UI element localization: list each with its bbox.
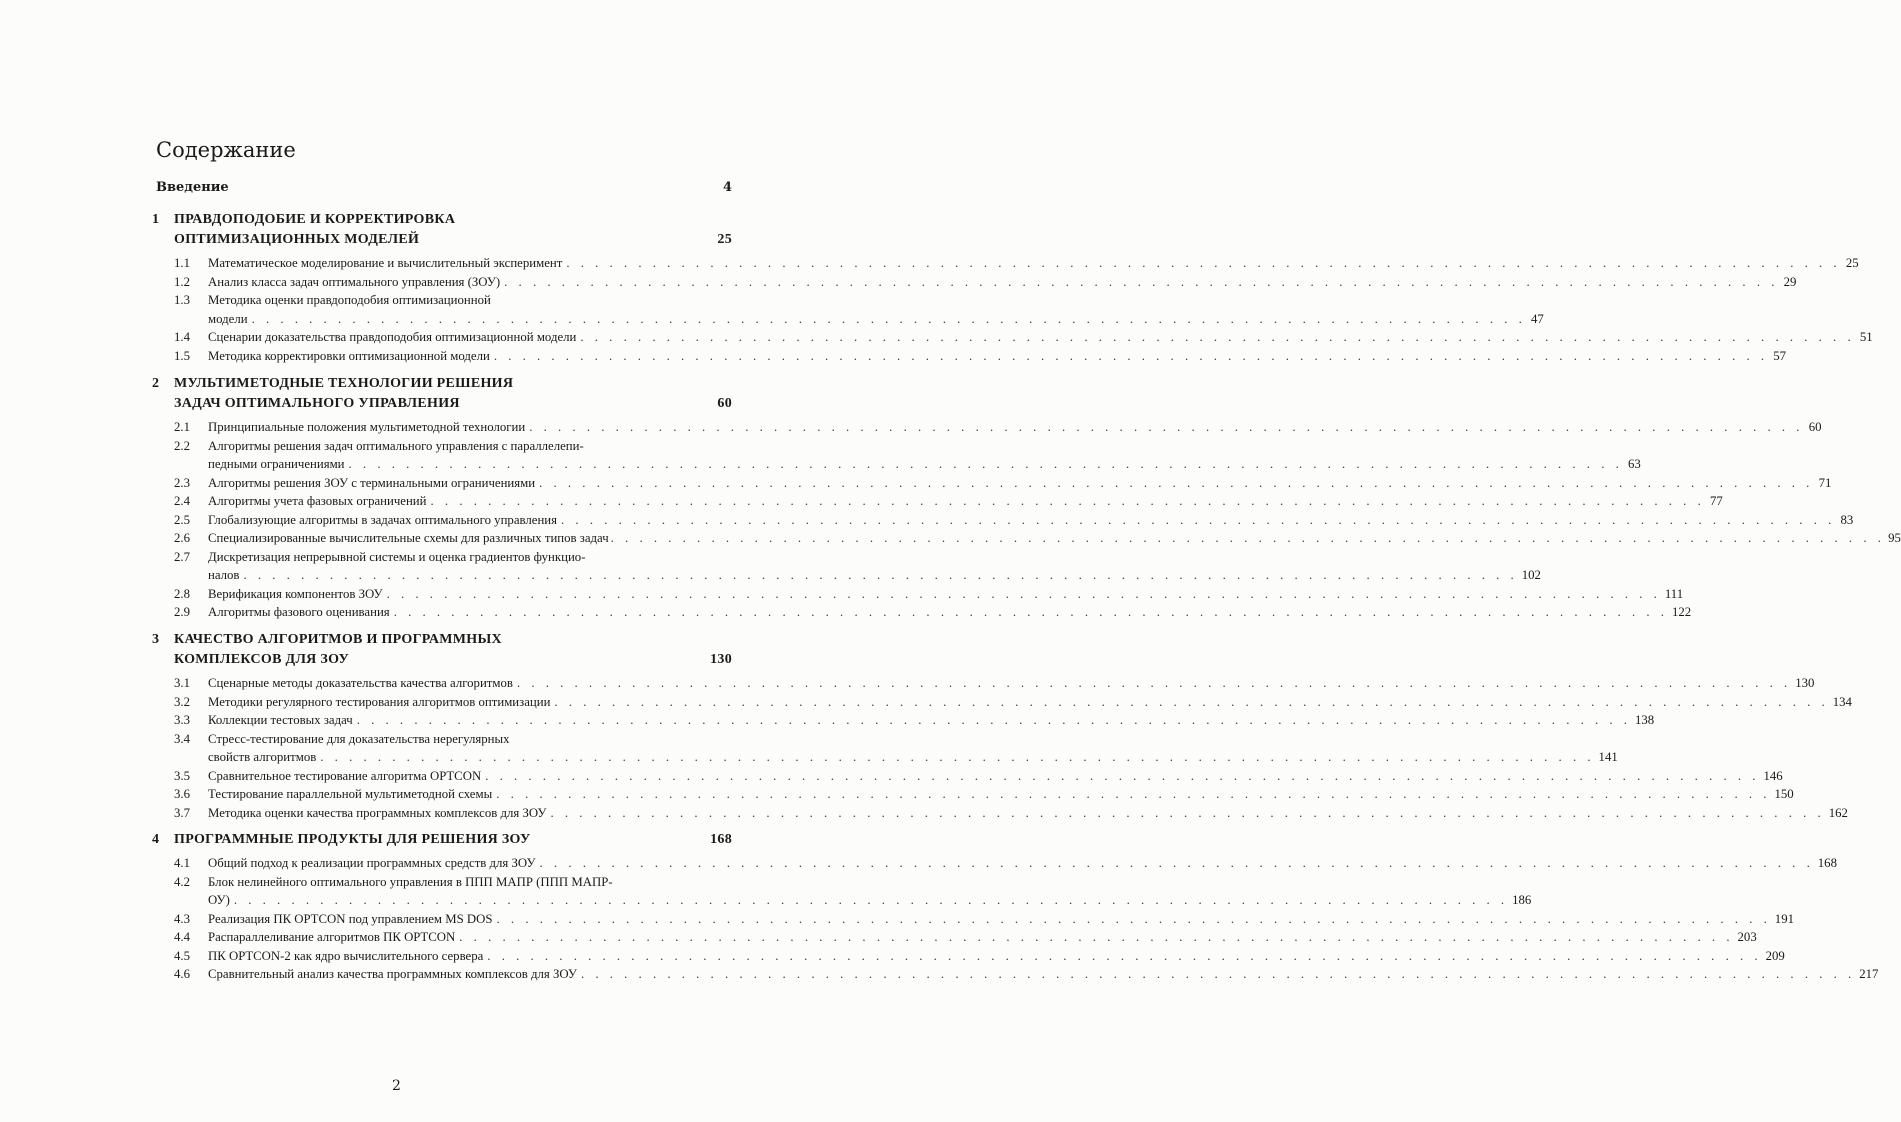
chapter-title-line2: ОПТИМИЗАЦИОННЫХ МОДЕЛЕЙ xyxy=(174,232,420,247)
chapter-heading xyxy=(150,630,732,670)
section-title: Блок нелинейного оптимального управления в ППП МАПР (ППП МАПР- xyxy=(208,874,613,889)
section-page: 57 xyxy=(1773,348,1787,363)
section-number: 4.6 xyxy=(174,967,190,981)
chapter-heading xyxy=(150,210,732,250)
toc-section xyxy=(150,511,1854,530)
toc-section xyxy=(150,854,1837,873)
section-number: 1.4 xyxy=(174,330,190,344)
chapter-page: 130 xyxy=(710,652,732,667)
page-title: Содержание xyxy=(156,138,296,162)
section-page: 217 xyxy=(1859,967,1879,981)
toc-section xyxy=(150,603,1692,622)
chapter-page: 60 xyxy=(717,396,732,411)
section-page: 203 xyxy=(1737,930,1757,944)
chapter-page: 168 xyxy=(710,832,732,847)
section-number: 3.6 xyxy=(174,787,190,801)
toc-section xyxy=(150,910,1794,929)
chapter-page: 25 xyxy=(717,232,732,247)
chapter-2 xyxy=(150,374,1901,622)
section-title: Глобализующие алгоритмы в задачах оптимального управления xyxy=(208,512,558,527)
section-number: 4.5 xyxy=(174,948,190,963)
section-number: 4.2 xyxy=(174,874,190,889)
section-number: 3.4 xyxy=(174,731,190,746)
section-title: Сравнительное тестирование алгоритма OPTCON xyxy=(208,768,482,783)
section-title: Сравнительный анализ качества программных комплексов для ЗОУ xyxy=(208,967,577,981)
intro-page: 4 xyxy=(722,180,732,195)
chapter-title xyxy=(174,830,688,850)
section-number: 2.7 xyxy=(174,549,190,564)
chapter-title-line2: КОМПЛЕКСОВ ДЛЯ ЗОУ xyxy=(174,652,350,667)
section-page: 77 xyxy=(1709,494,1723,508)
section-number: 2.8 xyxy=(174,586,190,601)
section-number: 2.3 xyxy=(174,475,190,490)
toc-section xyxy=(150,928,1757,947)
section-page: 168 xyxy=(1817,856,1837,870)
toc-section xyxy=(150,474,1832,493)
section-list xyxy=(150,418,1901,622)
section-list xyxy=(150,254,1873,365)
toc-section xyxy=(150,291,1544,328)
section-title: Сценарные методы доказательства качества алгоритмов xyxy=(208,676,513,690)
section-title: Алгоритмы учета фазовых ограничений xyxy=(208,494,427,508)
section-title: Специализированные вычислительные схемы для различных типов задач xyxy=(208,531,609,545)
section-title: Принципиальные положения мультиметодной технологии xyxy=(208,420,526,434)
section-page: 25 xyxy=(1845,256,1859,270)
section-page: 191 xyxy=(1774,911,1794,926)
section-title: Математическое моделирование и вычислительный эксперимент xyxy=(208,256,563,270)
chapter-title xyxy=(174,374,688,414)
section-page: 29 xyxy=(1783,274,1797,289)
section-list xyxy=(150,674,1852,822)
chapter-title-line1: ПРОГРАММНЫЕ ПРОДУКТЫ ДЛЯ РЕШЕНИЯ ЗОУ xyxy=(174,832,531,847)
section-page: 162 xyxy=(1828,805,1848,820)
section-title: Методика оценки правдоподобия оптимизационной xyxy=(208,293,491,307)
section-page: 122 xyxy=(1671,605,1692,619)
chapter-number: 1 xyxy=(152,212,160,227)
section-number: 4.1 xyxy=(174,856,190,870)
section-number: 3.3 xyxy=(174,713,190,727)
section-title-continued: ОУ) xyxy=(208,893,230,907)
section-title: ПК OPTCON-2 как ядро вычислительного сервера xyxy=(208,948,484,963)
section-page: 138 xyxy=(1635,713,1655,727)
chapter-3 xyxy=(150,630,1852,822)
chapter-1 xyxy=(150,210,1873,365)
section-number: 2.6 xyxy=(174,531,190,545)
toc-section xyxy=(150,767,1783,786)
toc-section xyxy=(150,529,1901,548)
section-page: 60 xyxy=(1808,420,1822,434)
page-number: 2 xyxy=(392,1078,401,1094)
toc-section xyxy=(150,548,1541,585)
section-number: 4.3 xyxy=(174,911,190,926)
toc-section xyxy=(150,873,1532,910)
toc-section xyxy=(150,711,1655,730)
section-title: Общий подход к реализации программных средств для ЗОУ xyxy=(208,856,536,870)
section-title: Реализация ПК OPTCON под управлением MS DOS xyxy=(208,911,493,926)
section-page: 150 xyxy=(1774,787,1794,801)
chapter-4 xyxy=(150,830,1879,984)
section-number: 3.1 xyxy=(174,676,190,690)
section-title: Алгоритмы решения ЗОУ с терминальными ограничениями xyxy=(208,475,536,490)
section-title: Анализ класса задач оптимального управления (ЗОУ) xyxy=(208,274,501,289)
section-number: 2.2 xyxy=(174,438,190,453)
section-title-continued: налов xyxy=(208,568,240,582)
section-page: 130 xyxy=(1795,676,1815,690)
toc-section xyxy=(150,947,1785,966)
toc-section xyxy=(150,273,1797,292)
chapter-heading xyxy=(150,830,732,850)
chapter-title-line1: МУЛЬТИМЕТОДНЫЕ ТЕХНОЛОГИИ РЕШЕНИЯ xyxy=(174,376,514,391)
section-page: 51 xyxy=(1859,330,1873,344)
section-number: 3.7 xyxy=(174,805,190,820)
section-title: Коллекции тестовых задач xyxy=(208,713,353,727)
toc-section xyxy=(150,674,1815,693)
section-page: 102 xyxy=(1521,568,1541,582)
chapter-number: 4 xyxy=(152,832,160,847)
intro-label: Введение xyxy=(156,180,229,195)
section-title: Дискретизация непрерывной системы и оценка градиентов функцио- xyxy=(208,549,586,564)
toc-section xyxy=(150,585,1684,604)
section-page: 134 xyxy=(1832,694,1852,709)
section-title: Распараллеливание алгоритмов ПК OPTCON xyxy=(208,930,456,944)
chapter-title xyxy=(174,630,688,670)
section-title: Алгоритмы решения задач оптимального управления с параллелепи- xyxy=(208,438,584,453)
section-title: Методика корректировки оптимизационной модели xyxy=(208,348,490,363)
section-number: 1.3 xyxy=(174,293,190,307)
section-page: 47 xyxy=(1531,311,1544,326)
toc-intro-entry xyxy=(156,180,732,195)
section-number: 1.1 xyxy=(174,256,190,270)
toc-section xyxy=(150,347,1787,366)
section-number: 1.5 xyxy=(174,348,190,363)
toc-section xyxy=(150,254,1859,273)
section-title: Методики регулярного тестирования алгоритмов оптимизации xyxy=(208,694,551,709)
chapter-title-line1: ПРАВДОПОДОБИЕ И КОРРЕКТИРОВКА xyxy=(174,212,456,227)
section-number: 2.4 xyxy=(174,494,190,508)
section-number: 2.9 xyxy=(174,605,190,619)
chapter-heading xyxy=(150,374,732,414)
section-list xyxy=(150,854,1879,984)
section-title: Стресс-тестирование для доказательства нерегулярных xyxy=(208,731,510,746)
section-number: 3.5 xyxy=(174,768,190,783)
section-page: 141 xyxy=(1598,750,1618,764)
toc-section xyxy=(150,437,1641,474)
section-page: 146 xyxy=(1763,768,1783,783)
section-page: 83 xyxy=(1840,512,1854,527)
section-title-continued: педными ограничениями xyxy=(208,457,345,471)
section-number: 3.2 xyxy=(174,694,190,709)
toc-section xyxy=(150,730,1618,767)
section-title-continued: модели xyxy=(208,311,248,326)
section-title-continued: свойств алгоритмов xyxy=(208,750,317,764)
section-number: 2.1 xyxy=(174,420,190,434)
section-page: 63 xyxy=(1628,457,1641,471)
section-number: 1.2 xyxy=(174,274,190,289)
section-number: 2.5 xyxy=(174,512,190,527)
chapter-number: 3 xyxy=(152,632,160,647)
section-page: 71 xyxy=(1818,475,1832,490)
section-title: Сценарии доказательства правдоподобия оптимизационной модели xyxy=(208,330,577,344)
toc-section xyxy=(150,804,1848,823)
section-title: Тестирование параллельной мультиметодной схемы xyxy=(208,787,493,801)
chapter-number: 2 xyxy=(152,376,160,391)
section-title: Алгоритмы фазового оценивания xyxy=(208,605,390,619)
section-title: Методика оценки качества программных комплексов для ЗОУ xyxy=(208,805,547,820)
toc-section xyxy=(150,965,1879,984)
section-page: 186 xyxy=(1512,893,1532,907)
section-page: 111 xyxy=(1664,586,1684,601)
section-page: 209 xyxy=(1765,948,1785,963)
chapter-title-line2: ЗАДАЧ ОПТИМАЛЬНОГО УПРАВЛЕНИЯ xyxy=(174,396,460,411)
chapter-title xyxy=(174,210,688,250)
section-title: Верификация компонентов ЗОУ xyxy=(208,586,383,601)
toc-section xyxy=(150,328,1873,347)
toc-section xyxy=(150,418,1822,437)
toc-section xyxy=(150,693,1852,712)
chapter-title-line1: КАЧЕСТВО АЛГОРИТМОВ И ПРОГРАММНЫХ xyxy=(174,632,502,647)
section-number: 4.4 xyxy=(174,930,190,944)
toc-section xyxy=(150,492,1723,511)
toc-section xyxy=(150,785,1794,804)
section-page: 95 xyxy=(1888,531,1901,545)
